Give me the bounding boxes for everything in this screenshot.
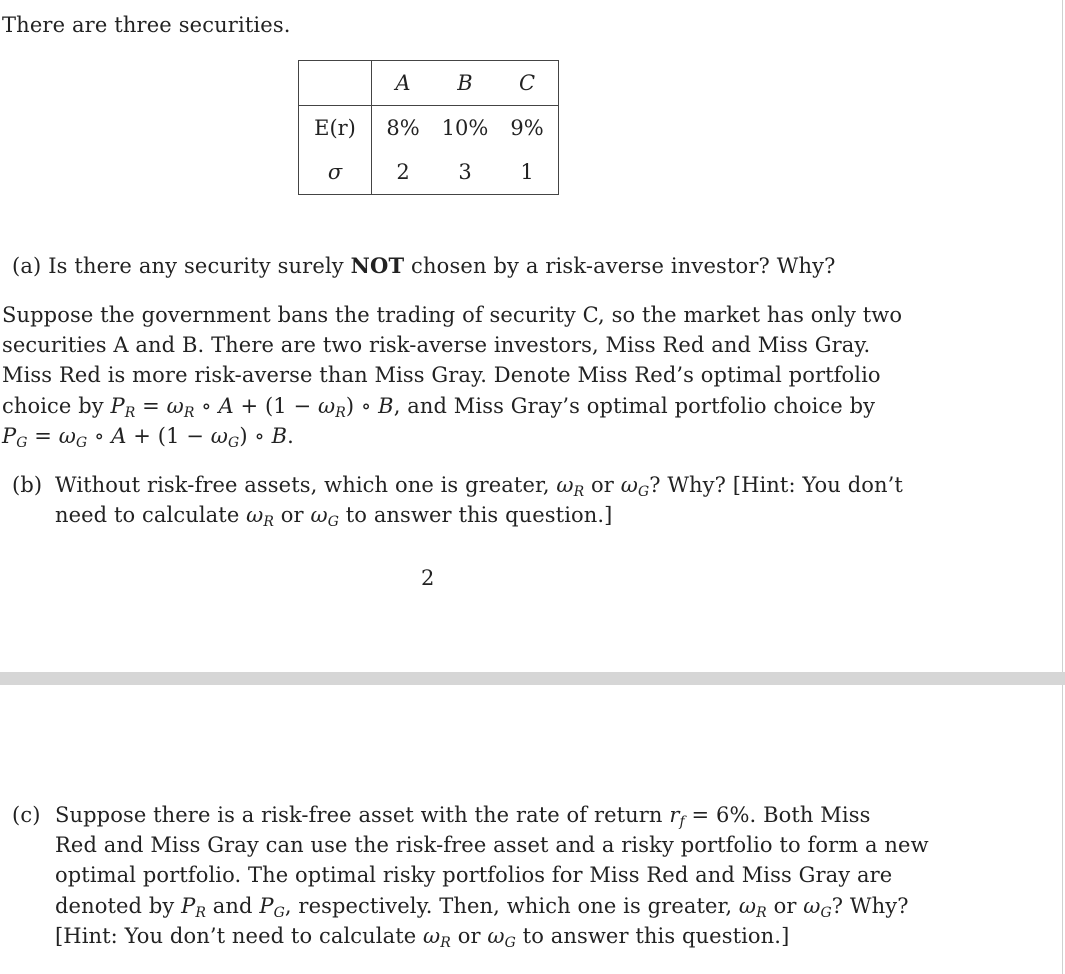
- column-label-b: B: [457, 71, 473, 95]
- table-cell: 3: [458, 160, 472, 184]
- setup-line-4: choice by $P_R = \omega_R$ ∘ $A + (1 - \omega_R)$ ∘ B, and Miss Gray’s optimal portfolio choice by: [2, 393, 876, 421]
- column-label-c: C: [518, 71, 536, 95]
- question-a-text: Is there any security surely: [48, 254, 351, 278]
- table-header-row: [299, 61, 559, 106]
- question-b-line-1-start: Without risk-free assets, which one is greater,: [55, 473, 557, 497]
- question-c-line-4-end: ? Why?: [831, 893, 909, 918]
- page-separator: [0, 672, 1065, 685]
- table-row: [299, 150, 559, 195]
- setup-line-1: Suppose the government bans the trading of security C, so the market has only two: [2, 303, 903, 327]
- question-b-line-2: need to calculate $\omega_R$ or $\omega_G$ to answer this question.]: [55, 503, 613, 531]
- word-or: or: [450, 923, 488, 948]
- setup-paragraph: [2, 300, 914, 451]
- table-header-cell: [372, 61, 435, 106]
- question-c-line-1-end: = 6%. Both Miss: [684, 803, 871, 827]
- row-label-expected-return: E(r): [299, 106, 372, 151]
- question-c-line-1: Suppose there is a risk-free asset with the rate of return $r_f = 6\%$. Both Miss: [55, 803, 871, 830]
- question-a: [12, 251, 836, 281]
- intro-text: There are three securities.: [2, 13, 291, 37]
- setup-line-2: securities A and B. There are two risk-averse investors, Miss Red and Miss Gray.: [2, 333, 871, 358]
- sigma-symbol: σ: [327, 160, 343, 184]
- table-cell: 10%: [441, 116, 489, 140]
- row-label-sigma: [299, 150, 372, 195]
- table-cell: 1: [520, 160, 534, 184]
- word-or: or: [274, 503, 311, 528]
- question-c-line-5-start: [Hint: You don’t need to calculate: [55, 923, 424, 948]
- table-corner-cell: [299, 61, 372, 106]
- word-or: or: [584, 473, 621, 497]
- question-a-bold: NOT: [350, 253, 405, 278]
- question-c-line-4: denoted by $P_R$ and $P_G$, respectively. Then, which one is greater, $\omega_R$ or $\omega_G$? Why?: [55, 893, 909, 921]
- page-number: 2: [421, 566, 435, 590]
- table-cell: 9%: [510, 116, 544, 140]
- question-a-label: (a): [12, 254, 42, 278]
- setup-line-4-start: choice by: [2, 393, 111, 418]
- setup-line-3: Miss Red is more risk-averse than Miss Gray. Denote Miss Red’s optimal portfolio: [2, 363, 881, 388]
- question-c-line-3: optimal portfolio. The optimal risky portfolios for Miss Red and Miss Gray are: [55, 863, 893, 888]
- table-cell: 8%: [386, 116, 420, 140]
- question-c-line-4-post: , respectively. Then, which one is greater,: [284, 893, 739, 918]
- question-b-line-2-end: to answer this question.]: [338, 503, 613, 528]
- question-c-line-4-start: denoted by: [55, 893, 182, 918]
- question-a-text-end: chosen by a risk-averse investor? Why?: [404, 254, 836, 278]
- word-or: or: [766, 893, 804, 918]
- table-row: [299, 106, 559, 151]
- question-b-label: (b): [12, 473, 43, 497]
- question-c-body: [55, 800, 929, 951]
- question-b-line-2-start: need to calculate: [55, 503, 247, 528]
- question-c-line-2: Red and Miss Gray can use the risk-free asset and a risky portfolio to form a new: [55, 833, 929, 858]
- question-c-line-4-mid: and: [206, 893, 260, 918]
- question-c-line-5-end: to answer this question.]: [515, 923, 790, 948]
- table-cell: 2: [396, 160, 410, 184]
- question-b-line-1-end: ? Why? [Hint: You don’t: [649, 473, 903, 497]
- column-label-a: A: [395, 71, 411, 95]
- setup-line-5-formula: $P_G = \omega_G$ ∘ $A + (1 - \omega_G)$ ∘ B.: [2, 423, 294, 451]
- page-bottom: [0, 685, 1063, 974]
- question-c-label: (c): [12, 803, 41, 827]
- question-c-line-5: [Hint: You don’t need to calculate $\omega_R$ or $\omega_G$ to answer this question.]: [55, 923, 790, 951]
- setup-line-4-end: , and Miss Gray’s optimal portfolio choice by: [393, 393, 876, 418]
- table-header-cell: [434, 61, 496, 106]
- question-b-line-1: Without risk-free assets, which one is greater, $\omega_R$ or $\omega_G$? Why? [Hint: You don’t: [55, 473, 903, 500]
- table-header-cell: [496, 61, 559, 106]
- securities-table: [298, 60, 559, 195]
- question-c-line-1-start: Suppose there is a risk-free asset with the rate of return: [55, 803, 670, 827]
- question-b-body: [55, 470, 915, 530]
